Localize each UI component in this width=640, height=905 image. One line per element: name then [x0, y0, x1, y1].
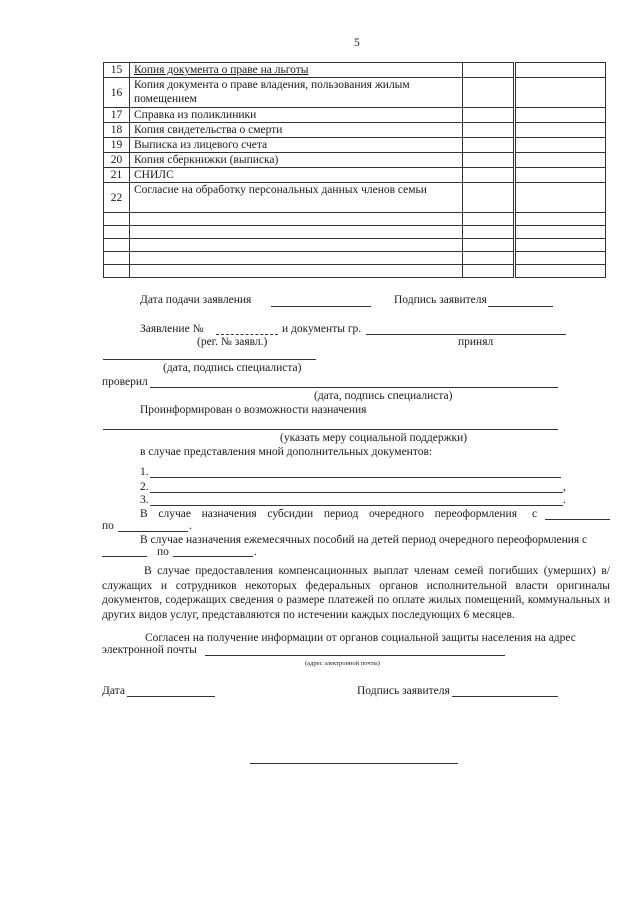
- row-check-cell[interactable]: [463, 78, 515, 108]
- row-number: 19: [104, 138, 130, 153]
- table-row-blank: [104, 265, 606, 278]
- applicant-sign-label: Подпись заявителя: [394, 294, 487, 306]
- blank-cell[interactable]: [130, 213, 463, 226]
- row-number: 15: [104, 63, 130, 78]
- row-note-cell[interactable]: [515, 138, 606, 153]
- accepted-label: принял: [458, 336, 494, 348]
- consent-text-2: электронной почты: [102, 644, 197, 656]
- date-sign-caption-2: (дата, подпись специалиста): [314, 390, 453, 402]
- table-row: [104, 183, 606, 213]
- allowance-text: В случае назначения ежемесячных пособий на детей период очередного переоформления с: [140, 534, 588, 546]
- row-note-cell[interactable]: [515, 183, 606, 213]
- row-document-name: Копия документа о праве владения, пользования жилым помещением: [130, 78, 463, 108]
- subsidy-text: В случае назначения субсидии период очередного переоформления: [140, 508, 517, 520]
- checked-label: проверил: [102, 376, 148, 388]
- blank-cell: [104, 252, 130, 265]
- blank-cell[interactable]: [463, 213, 515, 226]
- row-number: 16: [104, 78, 130, 108]
- table-row-blank: [104, 226, 606, 239]
- blank-cell[interactable]: [515, 239, 606, 252]
- row-check-cell[interactable]: [463, 63, 515, 78]
- row-note-cell[interactable]: [515, 168, 606, 183]
- reg-no-caption: (рег. № заявл.): [197, 336, 268, 348]
- row-document-name: Справка из поликлиники: [130, 108, 463, 123]
- blank-cell[interactable]: [130, 252, 463, 265]
- subsidy-to-line[interactable]: [118, 531, 188, 532]
- blank-cell[interactable]: [463, 239, 515, 252]
- row-document-name: Копия сберкнижки (выписка): [130, 153, 463, 168]
- support-measure-line[interactable]: [103, 429, 558, 430]
- blank-cell[interactable]: [130, 226, 463, 239]
- submit-date-label: Дата подачи заявления: [140, 294, 252, 306]
- blank-cell[interactable]: [515, 252, 606, 265]
- checked-sign-line[interactable]: [150, 387, 558, 388]
- blank-cell[interactable]: [463, 252, 515, 265]
- blank-cell[interactable]: [463, 226, 515, 239]
- accepted-sign-line[interactable]: [103, 359, 316, 360]
- applicant-sign-label-2: Подпись заявителя: [357, 685, 450, 697]
- row-number: 21: [104, 168, 130, 183]
- row-number: 20: [104, 153, 130, 168]
- blank-cell[interactable]: [515, 213, 606, 226]
- table-row-blank: [104, 252, 606, 265]
- row-document-name: СНИЛС: [130, 168, 463, 183]
- blank-cell[interactable]: [130, 265, 463, 278]
- blank-cell[interactable]: [130, 239, 463, 252]
- table-row-blank: [104, 213, 606, 226]
- allowance-end: .: [254, 546, 257, 558]
- list-item-3-number: 3.: [140, 494, 149, 506]
- support-caption: (указать меру социальной поддержки): [280, 432, 468, 444]
- row-note-cell[interactable]: [515, 78, 606, 108]
- blank-cell[interactable]: [463, 265, 515, 278]
- date-line[interactable]: [127, 696, 215, 697]
- blank-cell[interactable]: [515, 226, 606, 239]
- table-row: [104, 63, 606, 78]
- list-item-3-end: .: [563, 494, 566, 506]
- row-check-cell[interactable]: [463, 168, 515, 183]
- subsidy-from-label: с: [532, 508, 538, 520]
- date-label: Дата: [102, 685, 125, 697]
- blank-cell[interactable]: [515, 265, 606, 278]
- bottom-separator: [250, 763, 458, 764]
- row-note-cell[interactable]: [515, 108, 606, 123]
- subsidy-from-line[interactable]: [545, 519, 610, 520]
- row-note-cell[interactable]: [515, 63, 606, 78]
- row-document-name: Согласие на обработку персональных данных членов семьи: [130, 183, 463, 213]
- row-document-name: Копия свидетельства о смерти: [130, 123, 463, 138]
- applicant-sign-line[interactable]: [488, 306, 553, 307]
- blank-cell: [104, 213, 130, 226]
- submit-date-line[interactable]: [271, 306, 371, 307]
- table-row: [104, 138, 606, 153]
- row-document-name: Копия документа о праве на льготы: [130, 63, 463, 78]
- list-item-2-end: ,: [563, 481, 566, 493]
- list-item-1-line[interactable]: [150, 477, 561, 478]
- blank-cell: [104, 226, 130, 239]
- row-check-cell[interactable]: [463, 108, 515, 123]
- table-row: [104, 168, 606, 183]
- list-item-2-number: 2.: [140, 481, 149, 493]
- row-check-cell[interactable]: [463, 138, 515, 153]
- list-item-1-number: 1.: [140, 466, 149, 478]
- additional-docs-label: в случае представления мной дополнительных документов:: [140, 446, 433, 458]
- list-item-3-line[interactable]: [150, 505, 563, 506]
- table-row: [104, 78, 606, 108]
- blank-cell: [104, 265, 130, 278]
- list-item-2-line[interactable]: [150, 492, 563, 493]
- date-sign-caption-1: (дата, подпись специалиста): [163, 362, 302, 374]
- email-line[interactable]: [205, 655, 505, 656]
- documents-label: и документы гр.: [282, 323, 362, 335]
- email-caption: (адрес электронной почты): [305, 660, 380, 667]
- table-row: [104, 108, 606, 123]
- applicant-sign-line-2[interactable]: [452, 696, 558, 697]
- allowance-from-line[interactable]: [102, 556, 147, 557]
- table-row-blank: [104, 239, 606, 252]
- row-check-cell[interactable]: [463, 183, 515, 213]
- informed-label: Проинформирован о возможности назначения: [140, 404, 367, 416]
- allowance-to-label: по: [157, 546, 169, 558]
- row-note-cell[interactable]: [515, 153, 606, 168]
- row-number: 17: [104, 108, 130, 123]
- application-label: Заявление №: [140, 323, 204, 335]
- blank-cell: [104, 239, 130, 252]
- documents-table: [103, 62, 606, 278]
- row-document-name: Выписка из лицевого счета: [130, 138, 463, 153]
- row-check-cell[interactable]: [463, 123, 515, 138]
- subsidy-end: .: [189, 520, 192, 532]
- compensation-text: В случае предоставления компенсационных выплат членам семей погибших (умерших) в/служащих и сотрудников некоторых федеральных органов исполнительной власти оригиналы документов, содержащих сведения о размере платежей по оплате жилых помещений, коммунальных и других видов услуг, представляются по истечении каждых последующих 6 месяцев.: [102, 565, 610, 621]
- row-number: 22: [104, 183, 130, 213]
- table-row: [104, 123, 606, 138]
- consent-text-1: Согласен на получение информации от органов социальной защиты населения на адрес: [145, 632, 576, 644]
- row-check-cell[interactable]: [463, 153, 515, 168]
- table-row: [104, 153, 606, 168]
- subsidy-to-label: по: [102, 520, 114, 532]
- allowance-to-line[interactable]: [173, 556, 253, 557]
- row-note-cell[interactable]: [515, 123, 606, 138]
- page-number: 5: [354, 37, 360, 49]
- row-number: 18: [104, 123, 130, 138]
